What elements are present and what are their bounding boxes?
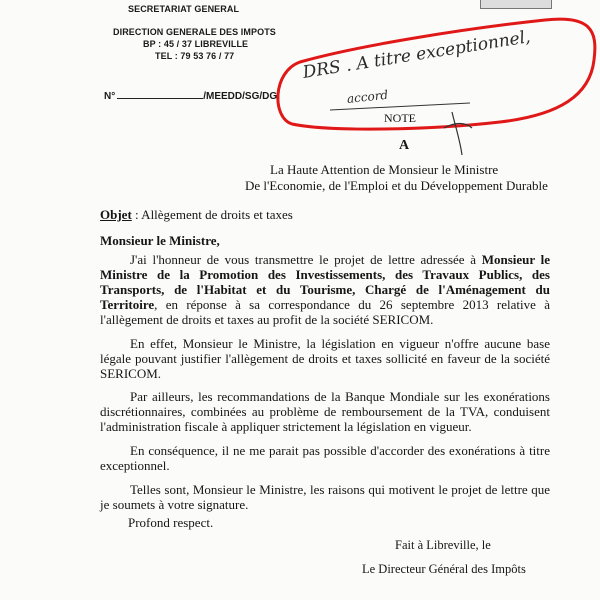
subject-line — [100, 207, 293, 223]
salutation: Monsieur le Ministre, — [100, 233, 220, 248]
document-type-note: NOTE — [384, 111, 416, 125]
body-paragraph-3 — [100, 389, 550, 434]
p1-bold: Monsieur le Ministre de la Promotion des Investissements, des Travaux Publics, des Transports, de l'Habitat et du Tourisme, Chargé de l'Aménagement du Territoire — [100, 252, 550, 312]
header-tel: TEL : 79 53 76 / 77 — [155, 51, 235, 61]
annotation-line1: DRS . A titre exceptionnel, — [301, 27, 532, 83]
p1-start: J'ai l'honneur de vous transmettre le projet de lettre adressée à — [130, 252, 482, 267]
reference-suffix: /MEEDD/SG/DGI — [203, 91, 280, 102]
p1-end: , en réponse à sa correspondance du 26 septembre 2013 relative à l'allègement de droits et taxes au profit de la société SERICOM. — [100, 297, 550, 327]
subject-label: Objet — [100, 207, 132, 222]
p2-text: En effet, Monsieur le Ministre, la législation en vigueur n'offre aucune base légale pouvant justifier l'allègement de droits et taxes sollicité en faveur de la société SERICOM. — [100, 336, 550, 381]
header-direction: DIRECTION GENERALE DES IMPOTS — [113, 27, 276, 37]
body-paragraph-2 — [100, 336, 550, 381]
signature-place: Fait à Libreville, le — [395, 538, 491, 552]
body-paragraph-5 — [100, 482, 550, 512]
annotation-line2: accord — [346, 87, 389, 106]
header-bp: BP : 45 / 37 LIBREVILLE — [143, 39, 249, 49]
document-type-to: A — [399, 138, 410, 153]
reference-number-label: N° — [104, 91, 116, 102]
p3-text: Par ailleurs, les recommandations de la Banque Mondiale sur les exonérations discrétionnaires, combinées au problème de remboursement de la TVA, conduisent l'administration fiscale à appliquer strictement la législation en vigueur. — [100, 389, 550, 434]
addressee-line2: De l'Economie, de l'Emploi et du Développement Durable — [245, 178, 548, 193]
subject-text: : Allègement de droits et taxes — [131, 207, 293, 222]
body-paragraph-4 — [100, 443, 550, 473]
p5-text: Telles sont, Monsieur le Ministre, les raisons qui motivent le projet de lettre que je soumets à votre signature. — [100, 482, 550, 512]
addressee-line1: La Haute Attention de Monsieur le Ministre — [270, 162, 499, 177]
annotation-initial-mark — [444, 112, 472, 155]
header-secretariat: SECRETARIAT GENERAL — [128, 4, 240, 14]
signature-title: Le Directeur Général des Impôts — [362, 562, 526, 576]
body-paragraph-1 — [100, 252, 550, 327]
closing: Profond respect. — [128, 515, 214, 530]
p4-text: En conséquence, il ne me parait pas possible d'accorder des exonérations à titre exceptionnel. — [100, 443, 550, 473]
